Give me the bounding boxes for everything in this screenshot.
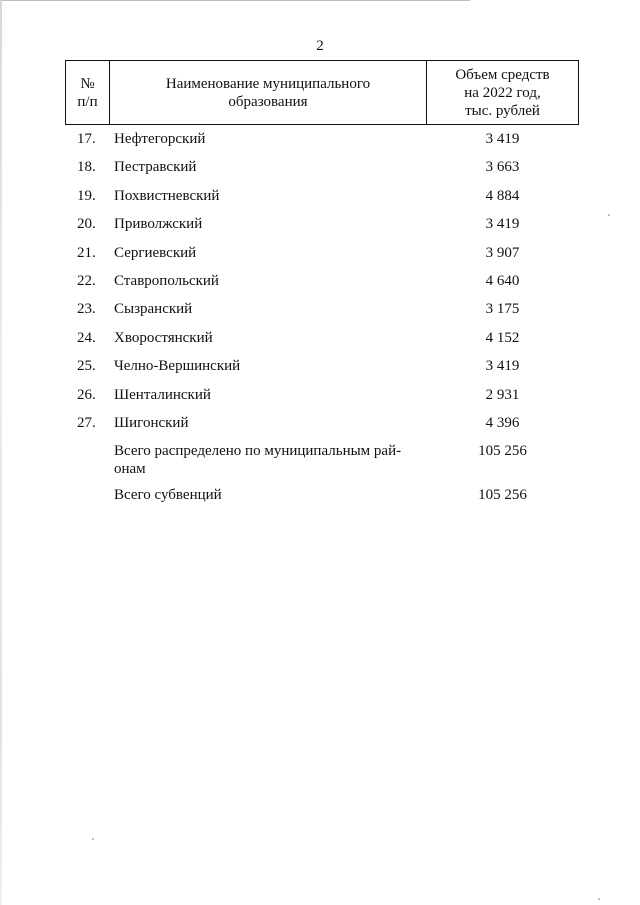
total-subventions-row — [65, 486, 579, 504]
total-subventions-amount: 105 256 — [478, 487, 527, 504]
row-amount: 2 931 — [485, 386, 520, 403]
row-municipality-name: Нефтегорский — [114, 131, 206, 147]
table-row — [65, 130, 579, 158]
row-municipality-name: Приволжский — [114, 216, 203, 233]
table-row — [65, 187, 579, 215]
row-number: 27. — [77, 414, 96, 431]
row-number: 21. — [77, 244, 96, 261]
table-header — [65, 60, 579, 125]
header-amount-column: Объем средств на 2022 год, тыс. рублей — [455, 66, 550, 119]
row-amount: 4 152 — [485, 329, 520, 346]
row-municipality-name: Сергиевский — [114, 244, 197, 261]
row-municipality-name: Хворостянский — [114, 329, 213, 346]
table-row — [65, 272, 579, 300]
row-number: 20. — [77, 216, 96, 233]
row-number: 23. — [77, 301, 96, 318]
row-amount: 3 419 — [485, 358, 520, 375]
scan-speck — [598, 898, 600, 900]
scan-top-rule — [0, 0, 470, 1]
total-distributed-row — [65, 442, 579, 486]
table-row — [65, 414, 579, 442]
row-number: 19. — [77, 187, 96, 204]
scan-speck — [92, 838, 94, 840]
row-amount: 4 884 — [485, 187, 520, 204]
row-amount: 3 907 — [485, 244, 520, 261]
row-municipality-name: Шенталинский — [114, 386, 211, 403]
table-row — [65, 386, 579, 414]
table-row — [65, 158, 579, 186]
row-number: 17. — [77, 131, 96, 147]
header-number-column: № п/п — [66, 61, 110, 124]
scan-left-edge — [0, 0, 2, 905]
total-subventions-label: Всего субвенций — [114, 487, 222, 504]
row-amount: 3 175 — [485, 301, 520, 318]
header-name-column: Наименование муниципального образования — [110, 61, 427, 124]
row-amount: 3 419 — [485, 216, 520, 233]
table-row — [65, 300, 579, 328]
row-number: 22. — [77, 272, 96, 289]
empty-number-cell — [65, 442, 109, 486]
total-distributed-amount: 105 256 — [478, 443, 527, 460]
row-municipality-name: Похвистневский — [114, 187, 220, 204]
row-municipality-name: Пестравский — [114, 159, 197, 176]
total-distributed-label: Всего распределено по муниципальным рай- онам — [114, 443, 402, 478]
row-number: 18. — [77, 159, 96, 176]
row-amount: 3 419 — [485, 131, 520, 147]
table-row — [65, 357, 579, 385]
row-number: 26. — [77, 386, 96, 403]
row-municipality-name: Шигонский — [114, 414, 189, 431]
row-number: 24. — [77, 329, 96, 346]
row-municipality-name: Ставропольский — [114, 272, 219, 289]
table-row — [65, 329, 579, 357]
row-municipality-name: Челно-Вершинский — [114, 358, 241, 375]
row-amount: 4 396 — [485, 414, 520, 431]
table-body — [65, 130, 579, 504]
row-number: 25. — [77, 358, 96, 375]
table-row — [65, 244, 579, 272]
table-row — [65, 215, 579, 243]
empty-number-cell — [65, 486, 109, 504]
row-municipality-name: Сызранский — [114, 301, 193, 318]
row-amount: 3 663 — [485, 159, 520, 176]
row-amount: 4 640 — [485, 272, 520, 289]
scan-speck — [608, 214, 610, 216]
page-number: 2 — [316, 38, 324, 54]
